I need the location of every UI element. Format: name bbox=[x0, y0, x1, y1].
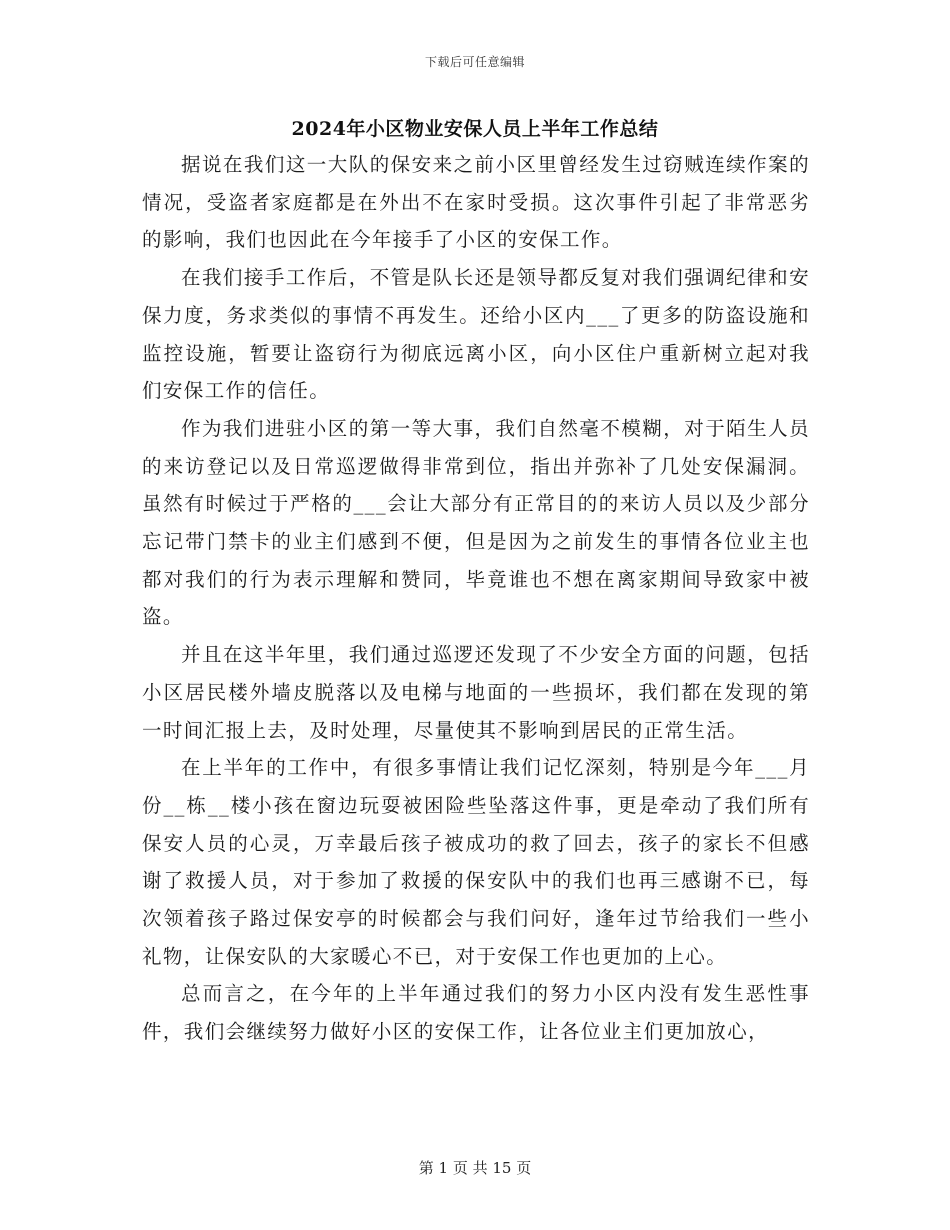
document-body bbox=[142, 146, 810, 1051]
document-title: 2024年小区物业安保人员上半年工作总结 bbox=[291, 118, 659, 140]
paragraph: 并且在这半年里，我们通过巡逻还发现了不少安全方面的问题，包括小区居民楼外墙皮脱落以及电梯与地面的一些损坏，我们都在发现的第一时间汇报上去，及时处理，尽量使其不影响到居民的正常生活。 bbox=[142, 643, 810, 742]
paragraph: 总而言之，在今年的上半年通过我们的努力小区内没有发生恶性事件，我们会继续努力做好小区的安保工作，让各位业主们更加放心， bbox=[142, 982, 810, 1044]
header-note: 下载后可任意编辑 bbox=[424, 55, 525, 69]
paragraph: 据说在我们这一大队的保安来之前小区里曾经发生过窃贼连续作案的情况，受盗者家庭都是在外出不在家时受损。这次事件引起了非常恶劣的影响，我们也因此在今年接手了小区的安保工作。 bbox=[142, 153, 810, 252]
paragraph: 在上半年的工作中，有很多事情让我们记忆深刻，特别是今年___月份__栋__楼小孩在窗边玩耍被困险些坠落这件事，更是牵动了我们所有保安人员的心灵，万幸最后孩子被成功的救了回去，孩子的家长不但感谢了救援人员，对于参加了救援的保安队中的我们也再三感谢不已，每次领着孩子路过保安亭的时候都会与我们问好，逢年过节给我们一些小礼物，让保安队的大家暖心不已，对于安保工作也更加的上心。 bbox=[142, 756, 810, 968]
page-number-footer: 第 1 页 共 15 页 bbox=[418, 1159, 532, 1177]
paragraph: 在我们接手工作后，不管是队长还是领导都反复对我们强调纪律和安保力度，务求类似的事情不再发生。还给小区内___了更多的防盗设施和监控设施，暂要让盗窃行为彻底远离小区，向小区住户重新树立起对我们安保工作的信任。 bbox=[142, 266, 810, 403]
paragraph: 作为我们进驻小区的第一等大事，我们自然毫不模糊，对于陌生人员的来访登记以及日常巡逻做得非常到位，指出并弥补了几处安保漏洞。虽然有时候过于严格的___会让大部分有正常目的的来访人员以及少部分忘记带门禁卡的业主们感到不便，但是因为之前发生的事情各位业主也都对我们的行为表示理解和赞同，毕竟谁也不想在离家期间导致家中被盗。 bbox=[142, 416, 810, 629]
